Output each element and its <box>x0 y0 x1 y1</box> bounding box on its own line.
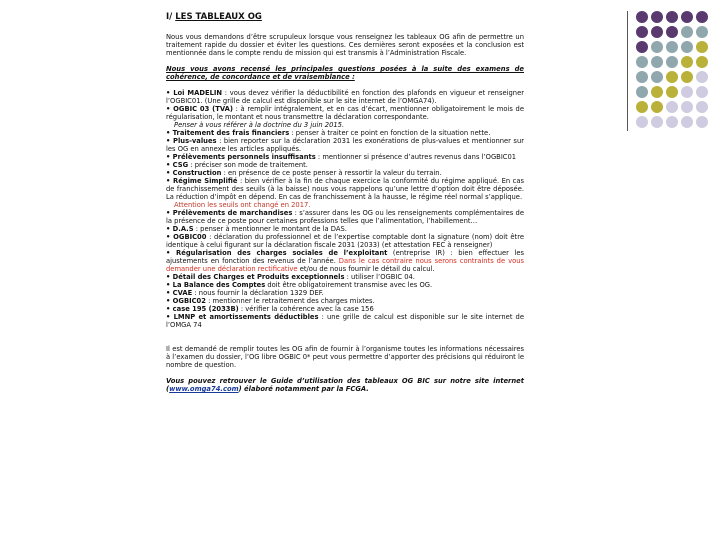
list-item: • La Balance des Comptes doit être obligatoirement transmise avec les OG. <box>166 281 433 289</box>
decorative-dot <box>636 71 648 83</box>
decorative-dot <box>681 56 693 68</box>
threshold-warning: Attention les seuils ont changé en 2017. <box>174 201 311 209</box>
doctrine-note: Penser à vous référer à la doctrine du 3 juin 2015. <box>174 121 345 129</box>
list-item: • CVAE : nous fournir la déclaration 1329 DEF. <box>166 289 324 297</box>
decorative-dot <box>651 86 663 98</box>
list-item: • OGBIC 03 (TVA) : à remplir intégralement, et en cas d’écart, mentionner obligatoirement le mois de régularisation, le montant et nous transmettre la déclaration correspondante. <box>166 105 524 121</box>
decorative-dot <box>651 11 663 23</box>
decorative-dot <box>651 26 663 38</box>
decorative-dot <box>681 101 693 113</box>
list-item: • LMNP et amortissements déductibles : une grille de calcul est disponible sur le site internet de l’OMGA 74 <box>166 313 524 329</box>
divider-line <box>627 11 628 131</box>
decorative-dot <box>696 56 708 68</box>
decorative-dot <box>666 26 678 38</box>
list-item: • Régime Simplifié : bien vérifier à la fin de chaque exercice la conformité du régime appliqué. En cas de franchissement des seuils (à la baisse) nous vous rappelons qu’une lettre d’option doit être déposée. La réduction d’impôt en dépend. En cas de franchissement à la hausse, le régime réel normal s’applique. <box>166 177 524 201</box>
outro-paragraph: Il est demandé de remplir toutes les OG afin de fournir à l’organisme toutes les informations nécessaires à l’examen du dossier, l’OG libre OGBIC 0* peut vous permettre d’apporter des précisions qui réduiront le nombre de question. <box>166 345 524 369</box>
list-item: • Construction : en présence de ce poste penser à ressortir la valeur du terrain. <box>166 169 442 177</box>
closing-paragraph: Vous pouvez retrouver le Guide d’utilisation des tableaux OG BIC sur notre site internet (www.omga74.com) élaboré notamment par la FCGA. <box>166 377 524 393</box>
list-item: • Régularisation des charges sociales de l’exploitant (entreprise IR) : bien effectuer les ajustements en fonction des revenus de l’année. Dans le cas contraire nous serons contraints de vous demander une déclaration rectificative et/ou de nous fournir le détail du calcul. <box>166 249 524 273</box>
website-link[interactable]: www.omga74.com <box>169 385 239 393</box>
decorative-dot <box>681 71 693 83</box>
list-item: • D.A.S : penser à mentionner le montant de la DAS. <box>166 225 347 233</box>
decorative-dot <box>696 86 708 98</box>
decorative-dot <box>666 101 678 113</box>
decorative-dot <box>681 11 693 23</box>
decorative-dot <box>696 41 708 53</box>
decorative-dot <box>696 11 708 23</box>
decorative-dot <box>681 86 693 98</box>
list-item: • Prélèvements de marchandises : s’assurer dans les OG ou les renseignements complémentaires de la présence de ce poste pour certaines professions telles que l’alimentation, l’habillement… <box>166 209 524 225</box>
decorative-dot <box>651 71 663 83</box>
decorative-dot <box>636 56 648 68</box>
decorative-dot <box>666 11 678 23</box>
decorative-dot <box>696 71 708 83</box>
decorative-dot <box>681 116 693 128</box>
list-item: • Loi MADELIN : vous devez vérifier la déductibilité en fonction des plafonds en vigueur et renseigner l’OGBIC01. (Une grille de calcul est disponible sur le site internet de l’OMGA74). <box>166 89 524 105</box>
decorative-dot <box>636 26 648 38</box>
decorative-dot <box>681 41 693 53</box>
page-title: I/ LES TABLEAUX OG <box>166 12 262 22</box>
list-item: • OGBIC00 : déclaration du professionnel et de l’expertise comptable dont la signature (nom) doit être identique à celui figurant sur la déclaration fiscale 2031 (2033) (et attestation FEC à renseigner) <box>166 233 524 249</box>
list-item: • CSG : préciser son mode de traitement. <box>166 161 308 169</box>
list-item: • OGBIC02 : mentionner le retraitement des charges mixtes. <box>166 297 375 305</box>
decorative-dot <box>651 101 663 113</box>
decorative-dot <box>696 116 708 128</box>
decorative-dot <box>636 41 648 53</box>
list-item: • case 195 (2033B) : vérifier la cohérence avec la case 156 <box>166 305 374 313</box>
decorative-dot <box>636 101 648 113</box>
decorative-dot <box>666 71 678 83</box>
decorative-dot <box>651 56 663 68</box>
decorative-dot <box>666 116 678 128</box>
decorative-dot <box>651 116 663 128</box>
decorative-dot <box>636 116 648 128</box>
list-item: • Prélèvements personnels insuffisants : mentionner si présence d’autres revenus dans l’OGBIC01 <box>166 153 517 161</box>
intro-paragraph: Nous vous demandons d’être scrupuleux lorsque vous renseignez les tableaux OG afin de permettre un traitement rapide du dossier et éviter les questions. Ces dernières seront exposées et la conclusion est mentionnée dans le compte rendu de mission qui est transmis à l’Administration Fiscale. <box>166 33 524 57</box>
list-item: • Traitement des frais financiers : penser à traiter ce point en fonction de la situation nette. <box>166 129 491 137</box>
decorative-dot <box>666 86 678 98</box>
decorative-dot <box>681 26 693 38</box>
document-page <box>166 12 524 393</box>
decorative-dot <box>651 41 663 53</box>
decorative-dot <box>666 56 678 68</box>
questions-heading: Nous vous avons recensé les principales questions posées à la suite des examens de cohérence, de concordance et de vraisemblance : <box>166 65 524 81</box>
list-item: • Plus-values : bien reporter sur la déclaration 2031 les exonérations de plus-values et mentionner sur les OG en annexe les articles appliqués. <box>166 137 524 153</box>
list-item: • Détail des Charges et Produits exceptionnels : utiliser l’OGBIC 04. <box>166 273 415 281</box>
decorative-dot <box>636 86 648 98</box>
decorative-dot <box>696 101 708 113</box>
decorative-dot <box>636 11 648 23</box>
decorative-dot <box>696 26 708 38</box>
decorative-dot <box>666 41 678 53</box>
